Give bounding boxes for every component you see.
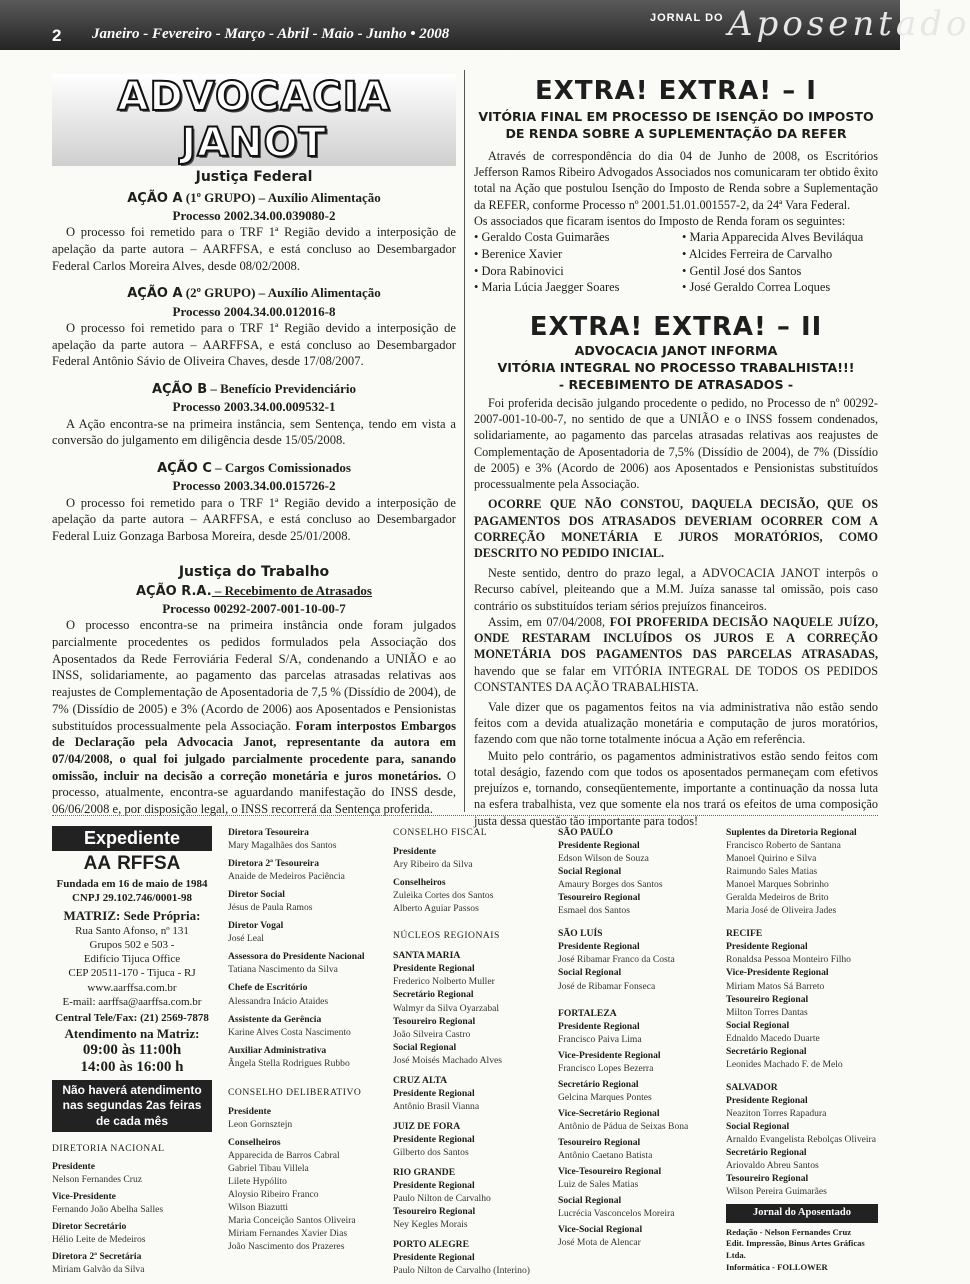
role: Presidente [228, 1105, 271, 1117]
website-link[interactable]: www.aarffsa.com.br [87, 981, 177, 994]
acao-a1-process: Processo 2002.34.00.039080-2 [172, 207, 336, 223]
footer-divider [52, 815, 878, 816]
role: Diretora Tesoureira [228, 827, 309, 838]
person: Francisco Roberto de Santana [726, 840, 841, 852]
role: Social Regional [558, 1195, 622, 1207]
person: Alessandra Inácio Ataides [228, 995, 329, 1007]
person: Fernando João Abelha Salles [52, 1203, 164, 1215]
extra-2-sub2: VITÓRIA INTEGRAL NO PROCESSO TRABALHISTA!!! [497, 360, 855, 376]
person: Wilson Pereira Guimarães [726, 1186, 827, 1198]
role: Social Regional [726, 1019, 790, 1031]
phone: Central Tele/Fax: (21) 2569-7878 [55, 1012, 209, 1025]
role: Tesoureiro Regional [393, 1015, 476, 1027]
person: Leonides Machado F. de Melo [726, 1058, 843, 1070]
person: Ângela Stella Rodrigues Rubbo [228, 1057, 350, 1069]
person: José Leal [228, 933, 264, 945]
acao-a2-process: Processo 2004.34.00.012016-8 [172, 303, 336, 319]
extra-1-intro: Os associados que ficaram isentos do Imposto de Renda foram os seguintes: [474, 213, 846, 228]
acao-b-title: – Benefício Previdenciário [207, 381, 357, 397]
justica-federal-heading: Justiça Federal [195, 169, 313, 185]
person: João Nascimento dos Prazeres [228, 1241, 345, 1253]
role: Presidente Regional [393, 963, 475, 975]
extra-column [474, 76, 878, 829]
address-3: Edifício Tijuca Office [83, 953, 181, 966]
role: Presidente [393, 846, 436, 858]
list-item: • Geraldo Costa Guimarães [474, 229, 670, 246]
extra-2-sub1: ADVOCACIA JANOT INFORMA [574, 343, 778, 359]
conselho-fiscal-heading: CONSELHO FISCAL [393, 827, 488, 838]
column-divider [464, 70, 465, 812]
role: Secretário Regional [558, 1078, 639, 1090]
acao-a1-tag: AÇÃO A [127, 190, 183, 206]
extra-1-text: Através de correspondência do dia 04 de Junho de 2008, os Escritórios Jefferson Ramos Ribeiro Advogados Associados nos comunicaram ter obtido êxito total na Ação que postulou Isenção do Imposto de Renda sobre a Suplementação da REFER, conforme Processo nº 2001.51.01.001557-2, da 24ª Vara Federal. [474, 149, 878, 212]
acao-ra-bold: Foram interpostos Embargos de Declaração pela Advocacia Janot, representante da autora em 07/04/2008, o qual foi julgado parcialmente procedente para, sanando omissão, incluir na decisão a correção monetária e juros monetários. [52, 718, 456, 783]
acao-a2-text: O processo foi remetido para o TRF 1ª Região devido a interposição de apelação da parte autora – AARFFSA, e está concluso ao Desembargador Federal Antônio Sávio de Oliveira Chaves, desde 17/08/2007. [52, 320, 456, 369]
role: Tesoureiro Regional [393, 1206, 476, 1218]
person: Ney Kegles Morais [393, 1219, 468, 1231]
extra-2-p1: Foi proferida decisão julgando procedente o pedido, no Processo de nº 00292-2007-001-10-00-7, no sentido de que a UNIÃO e o INSS fossem condenados, solidariamente, ao pagamento das parcelas atrasadas relativas aos reajustes de Complementação de Aposentadoria de 7,5% (Dissídio de 2004), de 7% (Dissídio de 2005) e 3% (Acordo de 2006) aos Aposentados e Pensionistas substituídos processualmente pela Associação. [474, 396, 878, 492]
role: Vice-Tesoureiro Regional [558, 1166, 662, 1178]
acao-c-heading [52, 459, 456, 477]
list-item: • José Geraldo Correa Loques [682, 279, 878, 296]
expediente-column [52, 826, 212, 1276]
conselho-deliberativo-heading: CONSELHO DELIBERATIVO [228, 1086, 362, 1098]
role: Vice-Social Regional [558, 1224, 643, 1236]
role: Diretor Social [228, 889, 285, 901]
person: Ary Ribeiro da Silva [393, 859, 473, 871]
person: Manoel Marques Sobrinho [726, 879, 829, 891]
justica-trabalho-heading: Justiça do Trabalho [178, 563, 330, 580]
role: Presidente Regional [393, 1087, 475, 1099]
acao-a1-heading [52, 189, 456, 207]
founded: Fundada em 16 de maio de 1984 [56, 878, 208, 890]
person: Amaury Borges dos Santos [558, 879, 663, 891]
person: Miriam Matos Sá Barreto [726, 980, 825, 992]
role: Presidente Regional [393, 1180, 475, 1192]
suplentes-heading: Suplentes da Diretoria Regional [726, 827, 857, 838]
extra-2-p4c: havendo que se falar em VITÓRIA INTEGRAL DE TODOS OS PEDIDOS CONSTANTES DA AÇÃO TRABALHISTA. [474, 663, 878, 694]
journal-prefix: JORNAL DO [650, 12, 724, 24]
role: Vice-Presidente [52, 1190, 116, 1202]
address-1: Rua Santo Afonso, nº 131 [75, 924, 189, 937]
acao-ra-text2: O processo, atualmente, encontra-se aguardando manifestação do INSS desde, 06/06/2008 e, por disposição legal, o INSS recorrerá da Sentença proferida. [52, 768, 457, 817]
role: Presidente Regional [726, 941, 808, 953]
person: Zuleika Cortes dos Santos [393, 890, 494, 902]
acao-b-heading [52, 380, 456, 398]
person: Esmael dos Santos [558, 905, 630, 917]
hours-2: 14:00 às 16:00 h [80, 1058, 184, 1075]
extra-1-subtitle: VITÓRIA FINAL EM PROCESSO DE ISENÇÃO DO IMPOSTO DE RENDA SOBRE A SUPLEMENTAÇÃO DA REFER [478, 109, 874, 141]
person: Gabriel Tibau Villela [228, 1162, 309, 1174]
redacao: Redação - Nelson Fernandes Cruz [726, 1226, 852, 1237]
extra-2-p2: OCORRE QUE NÃO CONSTOU, DAQUELA DECISÃO, QUE OS PAGAMENTOS DOS ATRASADOS DEVERIAM OCORRER COM A CORREÇÃO MONETÁRIA E JUROS MORATÓRIOS, COMO DESCRITO NO PEDIDO INICIAL. [474, 497, 878, 560]
person: João Silveira Castro [393, 1028, 471, 1040]
list-item: • Maria Apparecida Alves Beviláqua [682, 229, 878, 246]
person: Walmyr da Silva Oyarzabal [393, 1002, 500, 1014]
exempt-names-right [682, 229, 878, 296]
acao-a2-tag: AÇÃO A [127, 286, 183, 302]
edicao: Edit. Impressão, Binus Artes Gráficas Ltda. [726, 1238, 865, 1260]
person: Maria Conceição Santos Oliveira [228, 1215, 356, 1227]
list-item: • Gentil José dos Santos [682, 263, 878, 280]
role: Tesoureiro Regional [726, 993, 809, 1005]
exempt-names [474, 229, 878, 296]
person: Manoel Quirino e Silva [726, 853, 817, 865]
person: Ednaldo Macedo Duarte [726, 1032, 820, 1044]
role: Presidente Regional [726, 1094, 808, 1106]
person: Anaide de Medeiros Paciência [228, 871, 345, 883]
list-item: • Maria Lúcia Jaegger Soares [474, 279, 670, 296]
role: Tesoureiro Regional [726, 1173, 809, 1185]
expediente-box [52, 853, 212, 1132]
person: Francisco Lopes Bezerra [558, 1062, 654, 1074]
city-cruz-alta: CRUZ ALTA [393, 1074, 448, 1086]
person: José de Ribamar Fonseca [558, 980, 656, 992]
acao-ra-process: Processo 00292-2007-001-10-00-7 [162, 600, 346, 616]
person: Milton Torres Dantas [726, 1006, 808, 1018]
person: Jésus de Paula Ramos [228, 902, 313, 914]
person: Nelson Fernandes Cruz [52, 1173, 143, 1185]
city-porto-alegre: PORTO ALEGRE [393, 1239, 469, 1251]
no-service-notice: Não haverá atendimento nas segundas 2as feiras de cada mês [52, 1080, 212, 1133]
extra-2-p5: Vale dizer que os pagamentos feitos na via administrativa não estão sendo feitos com a devida atualização monetária e computação de juros moratórios, fazendo com que não torne totalmente inócua a Ação em referência. [474, 699, 878, 747]
role: Social Regional [558, 967, 622, 979]
acao-c-tag: AÇÃO C [157, 461, 212, 477]
extra-2-title: EXTRA! EXTRA! – II [529, 312, 823, 343]
role: Secretário Regional [726, 1045, 807, 1057]
conselho-fiscal-column [393, 826, 553, 1277]
exempt-names-left [474, 229, 670, 296]
person: José Mota de Alencar [558, 1237, 641, 1249]
role: Social Regional [393, 1041, 457, 1053]
person: Gelcina Marques Pontes [558, 1091, 652, 1103]
role: Assessora do Presidente Nacional [228, 951, 365, 963]
journal-name: Aposentado [728, 4, 970, 44]
role: Presidente [52, 1160, 95, 1172]
suplentes-column [726, 826, 878, 1273]
person: Miriam Fernandes Xavier Dias [228, 1228, 348, 1240]
person: Frederico Nolberto Muller [393, 976, 495, 988]
person: Lilete Hypólito [228, 1176, 287, 1188]
acao-b-process: Processo 2003.34.00.009532-1 [172, 399, 336, 415]
city-santa-maria: SANTA MARIA [393, 950, 461, 962]
acao-ra-title: – Recebimento de Atrasados [211, 582, 372, 598]
person: Paulo Nilton de Carvalho (Interino) [393, 1265, 530, 1277]
staff-column [228, 826, 383, 1253]
city-rio-grande: RIO GRANDE [393, 1167, 456, 1179]
person: Leon Gornsztejn [228, 1118, 293, 1130]
person: Lucrécia Vasconcelos Moreira [558, 1208, 675, 1220]
jornal-box: Jornal do Aposentado [726, 1204, 878, 1222]
role: Social Regional [726, 1120, 790, 1132]
acao-c-text: O processo foi remetido para o TRF 1ª Região devido a interposição de apelação da parte autora – AARFFSA, e está concluso ao Desembargador Federal Luiz Gonzaga Barbosa Moreira, desde 25/01/2008. [52, 495, 456, 544]
person: Antônio Caetano Batista [558, 1150, 653, 1162]
extra-1-title: EXTRA! EXTRA! – I [535, 76, 817, 106]
email-link[interactable]: E-mail: aarffsa@aarffsa.com.br [62, 996, 202, 1009]
header-band [0, 0, 970, 50]
extra-2-p4b: FOI PROFERIDA DECISÃO NAQUELE JUÍZO, ONDE RESTARAM INCLUÍDOS OS JUROS E A CORREÇÃO MONETÁRIA DOS PAGAMENTOS DAS PARCELAS ATRASADAS, [474, 614, 878, 662]
nucleos-regionais-heading: NÚCLEOS REGIONAIS [393, 930, 500, 942]
person: José Ribamar Franco da Costa [558, 954, 675, 966]
acao-ra-heading [52, 582, 456, 600]
acao-ra-tag: AÇÃO R.A. [136, 583, 212, 599]
acao-a2-title: (2º GRUPO) – Auxílio Alimentação [182, 285, 381, 301]
city-fortaleza: FORTALEZA [558, 1007, 617, 1019]
logo-aa: AA [83, 853, 112, 874]
person: Karine Alves Costa Nascimento [228, 1026, 351, 1038]
person: Edson Wilson de Souza [558, 853, 649, 865]
extra-2-p4a: Assim, em 07/04/2008, [488, 614, 610, 629]
hours-title: Atendimento na Matriz: [64, 1025, 200, 1041]
nucleos-column [558, 826, 716, 1249]
role: Presidente Regional [558, 941, 640, 953]
acao-b-tag: AÇÃO B [151, 382, 208, 398]
person: Arnaldo Evangelista Rebolças Oliveira [726, 1134, 876, 1146]
person: Hélio Leite de Medeiros [52, 1233, 146, 1245]
person: Aloysio Ribeiro Franco [228, 1189, 319, 1201]
person: Ariovaldo Abreu Santos [726, 1160, 819, 1172]
extra-2-p6: Muito pelo contrário, os pagamentos administrativos estão sendo feitos com total deságio, fazendo com que todos os aposentados permaneçam com efetivos prejuízos e, tornando, conseqüentemente, importante a continuação da nossa luta na esfera trabalhista, vez que somente ela nos trará os efeitos de uma composição justa dessa questão tão importante para todos! [474, 748, 878, 828]
person: Miriam Galvão da Silva [52, 1263, 145, 1275]
role: Vice-Presidente Regional [726, 967, 829, 979]
expediente-title: Expediente [52, 826, 212, 851]
role: Tesoureiro Regional [558, 1136, 641, 1148]
acao-ra-text1: O processo encontra-se na primeira instância onde foram julgados parcialmente procedentes os pedidos formulados pela Associação dos Aposentados da Rede Ferroviária Federal S/A, condenando a UNIÃO e ao INSS, solidariamente, ao pagamento das parcelas atrasadas relativas aos reajustes de Complementação de Aposentadoria de 7,5 % (Dissídio de 2004), de 7% (Dissídio de 2005) e 3% (Acordo de 2006) aos Aposentados e Pensionistas substituídos processualmente pela Associação. [52, 618, 456, 733]
logo-rffsa: RFFSA [117, 853, 181, 874]
acao-c-title: – Cargos Comissionados [211, 460, 351, 476]
person: Antônio Brasil Vianna [393, 1100, 480, 1112]
city-sao-luis: SÃO LUÍS [558, 928, 603, 940]
person: José Moisés Machado Alves [393, 1054, 502, 1066]
acao-a1-title: (1º GRUPO) – Auxílio Alimentação [182, 189, 381, 205]
person: Antônio de Pádua de Seixas Bona [558, 1120, 689, 1132]
role: Auxiliar Administrativa [228, 1044, 327, 1056]
person: Raimundo Sales Matias [726, 866, 818, 878]
city-salvador: SALVADOR [726, 1081, 778, 1093]
role: Assistente da Gerência [228, 1013, 322, 1025]
person: Mary Magalhães dos Santos [228, 840, 337, 852]
city-sao-paulo: SÃO PAULO [558, 827, 613, 838]
advocacia-janot-banner: ADVOCACIA JANOT [52, 74, 456, 166]
list-item: • Alcides Ferreira de Carvalho [682, 246, 878, 263]
acao-ra-text [52, 617, 456, 818]
role: Social Regional [558, 866, 622, 878]
acao-a2-heading [52, 284, 456, 302]
rffsa-logo [52, 853, 212, 875]
list-item: • Dora Rabinovici [474, 263, 670, 280]
role: Presidente Regional [558, 840, 640, 852]
list-item: • Berenice Xavier [474, 246, 670, 263]
role: Diretora 2ª Secretária [52, 1250, 142, 1262]
role: Diretor Vogal [228, 920, 284, 932]
person: Luiz de Sales Matias [558, 1179, 639, 1191]
role: Vice-Presidente Regional [558, 1049, 661, 1061]
person: Francisco Paiva Lima [558, 1033, 642, 1045]
acao-a1-text: O processo foi remetido para o TRF 1ª Região devido a interposição de apelação da parte autora – AARFFSA, e está concluso ao Desembargador Federal Carlos Moreira Alves, desde 08/02/2008. [52, 225, 456, 273]
person: Tatiana Nascimento da Silva [228, 964, 338, 976]
person: Alberto Aguiar Passos [393, 903, 479, 915]
address-2: Grupos 502 e 503 - [89, 938, 175, 951]
person: Maria José de Oliveira Jades [726, 905, 837, 917]
person: Neaziton Torres Rapadura [726, 1107, 827, 1119]
issue-months: Janeiro - Fevereiro - Março - Abril - Maio - Junho • 2008 [92, 26, 450, 42]
role: Secretário Regional [393, 989, 474, 1001]
hours-1: 09:00 às 11:00h [82, 1041, 182, 1058]
person: Ronaldsa Pessoa Monteiro Filho [726, 954, 851, 966]
person: Apparecida de Barros Cabral [228, 1149, 340, 1161]
person: Gilberto dos Santos [393, 1146, 469, 1158]
role: Diretor Secretário [52, 1220, 127, 1232]
role: Chefe de Escritório [228, 982, 308, 994]
role: Presidente Regional [393, 1133, 475, 1145]
role: Diretora 2ª Tesoureira [228, 858, 319, 870]
acao-b-text: A Ação encontra-se na primeira instância, sem Sentença, tendo em vista a conversão do julgamento em diligência desde 15/05/2008. [52, 416, 456, 448]
page-number: 2 [52, 26, 62, 45]
city-juiz-de-fora: JUIZ DE FORA [393, 1120, 461, 1132]
role: Secretário Regional [726, 1147, 807, 1159]
extra-2-p3: Neste sentido, dentro do prazo legal, a ADVOCACIA JANOT interpôs o Recurso cabível, pleiteando que a M.M. Juíza sanasse tal omissão, pois caso contrário os substituídos teriam sérios prejuízos financeiros. [474, 566, 878, 613]
person: Paulo Nilton de Carvalho [393, 1193, 491, 1205]
person: Geralda Medeiros de Brito [726, 892, 829, 904]
role: Tesoureiro Regional [558, 892, 641, 904]
role: Presidente Regional [558, 1020, 640, 1032]
acao-c-process: Processo 2003.34.00.015726-2 [172, 478, 336, 494]
role: Presidente Regional [393, 1252, 475, 1264]
role: Conselheiros [228, 1136, 281, 1148]
role: Vice-Secretário Regional [558, 1107, 660, 1119]
diretoria-nacional-heading: DIRETORIA NACIONAL [52, 1143, 165, 1155]
extra-2-sub3: - RECEBIMENTO DE ATRASADOS - [558, 377, 794, 393]
person: Wilson Biazutti [228, 1202, 289, 1214]
cnpj: CNPJ 29.102.746/0001-98 [71, 892, 193, 905]
extra-2-p4 [474, 614, 878, 695]
hq-title: MATRIZ: Sede Própria: [63, 907, 201, 923]
advocacia-janot-column [52, 74, 456, 818]
informatica: Informática - FOLLOWER [726, 1261, 828, 1272]
role: Conselheiros [393, 877, 446, 889]
city-recife: RECIFE [726, 928, 763, 940]
address-4: CEP 20511-170 - Tijuca - RJ [68, 967, 196, 980]
